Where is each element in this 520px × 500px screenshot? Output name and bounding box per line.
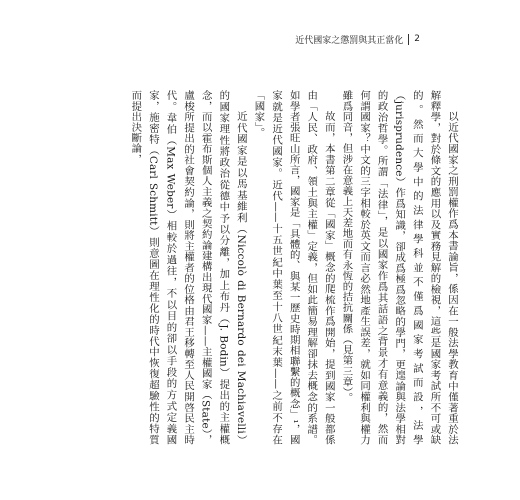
paragraph-2: 故而，本書第二章從「國家」概念的爬梳作爲開始，提到國家一般都係由「人民、政府、領土與主權」定義，但如此簡易理解卻抹去概念的系譜。如學者張旺山所言，國家是「具體的、與某一歷史時期相聯繫的概念」¹，國家就是近代國家。近代——十五世紀中葉至十八世紀末葉——之前不存在「國家」。: [252, 90, 335, 445]
header-divider: [408, 34, 409, 45]
body-text: [50, 90, 460, 445]
page-number: 2: [414, 34, 420, 44]
running-header-title: 近代國家之懲罰與其正當化: [295, 35, 404, 46]
paragraph-3: 近代國家是以馬基維利（Niccolò di Bernardo dei Machiavelli）的國家理性將政治從德中予以分離，加上布丹（J. Bodin）提出的主權概念，而以霍布斯個人主義之契約論建構出現代國家——主權國家（State），盧梭所提出的社會契約論，則將主權者的位格由君王移轉至人民開啓民主時代。韋伯（Max Weber）相較於過往，不以目的卻以手段的方式定義國家，施密特（Carl Schmitt）則意圖在理性化的時代中恢復超驗性的特質而提出決斷論，: [129, 90, 247, 445]
paragraph-1: 以近代國家之刑罰權作爲本書論旨，係因在一般法學教育中僅著重於法解釋學，對於條文的應用以及實務見解的檢視，這些是國家考試所不可或缺的。然而大學中的法律學科並不僅爲國家考試而設，法學（jurisprudence）作爲知識，卻成爲極爲忽略的學門，更遑論與法學相對的政治哲學。所謂「法律」，是以國家作爲其話語之背景才有意義的，然而何謂國家？中文的三字相較於英文而言必然地產生誤差，就如同權利與權力雖爲同音，但涉在意義上天差地而有永恆的拮抗關係（見第三章）。: [340, 90, 458, 445]
running-header: [295, 32, 420, 46]
